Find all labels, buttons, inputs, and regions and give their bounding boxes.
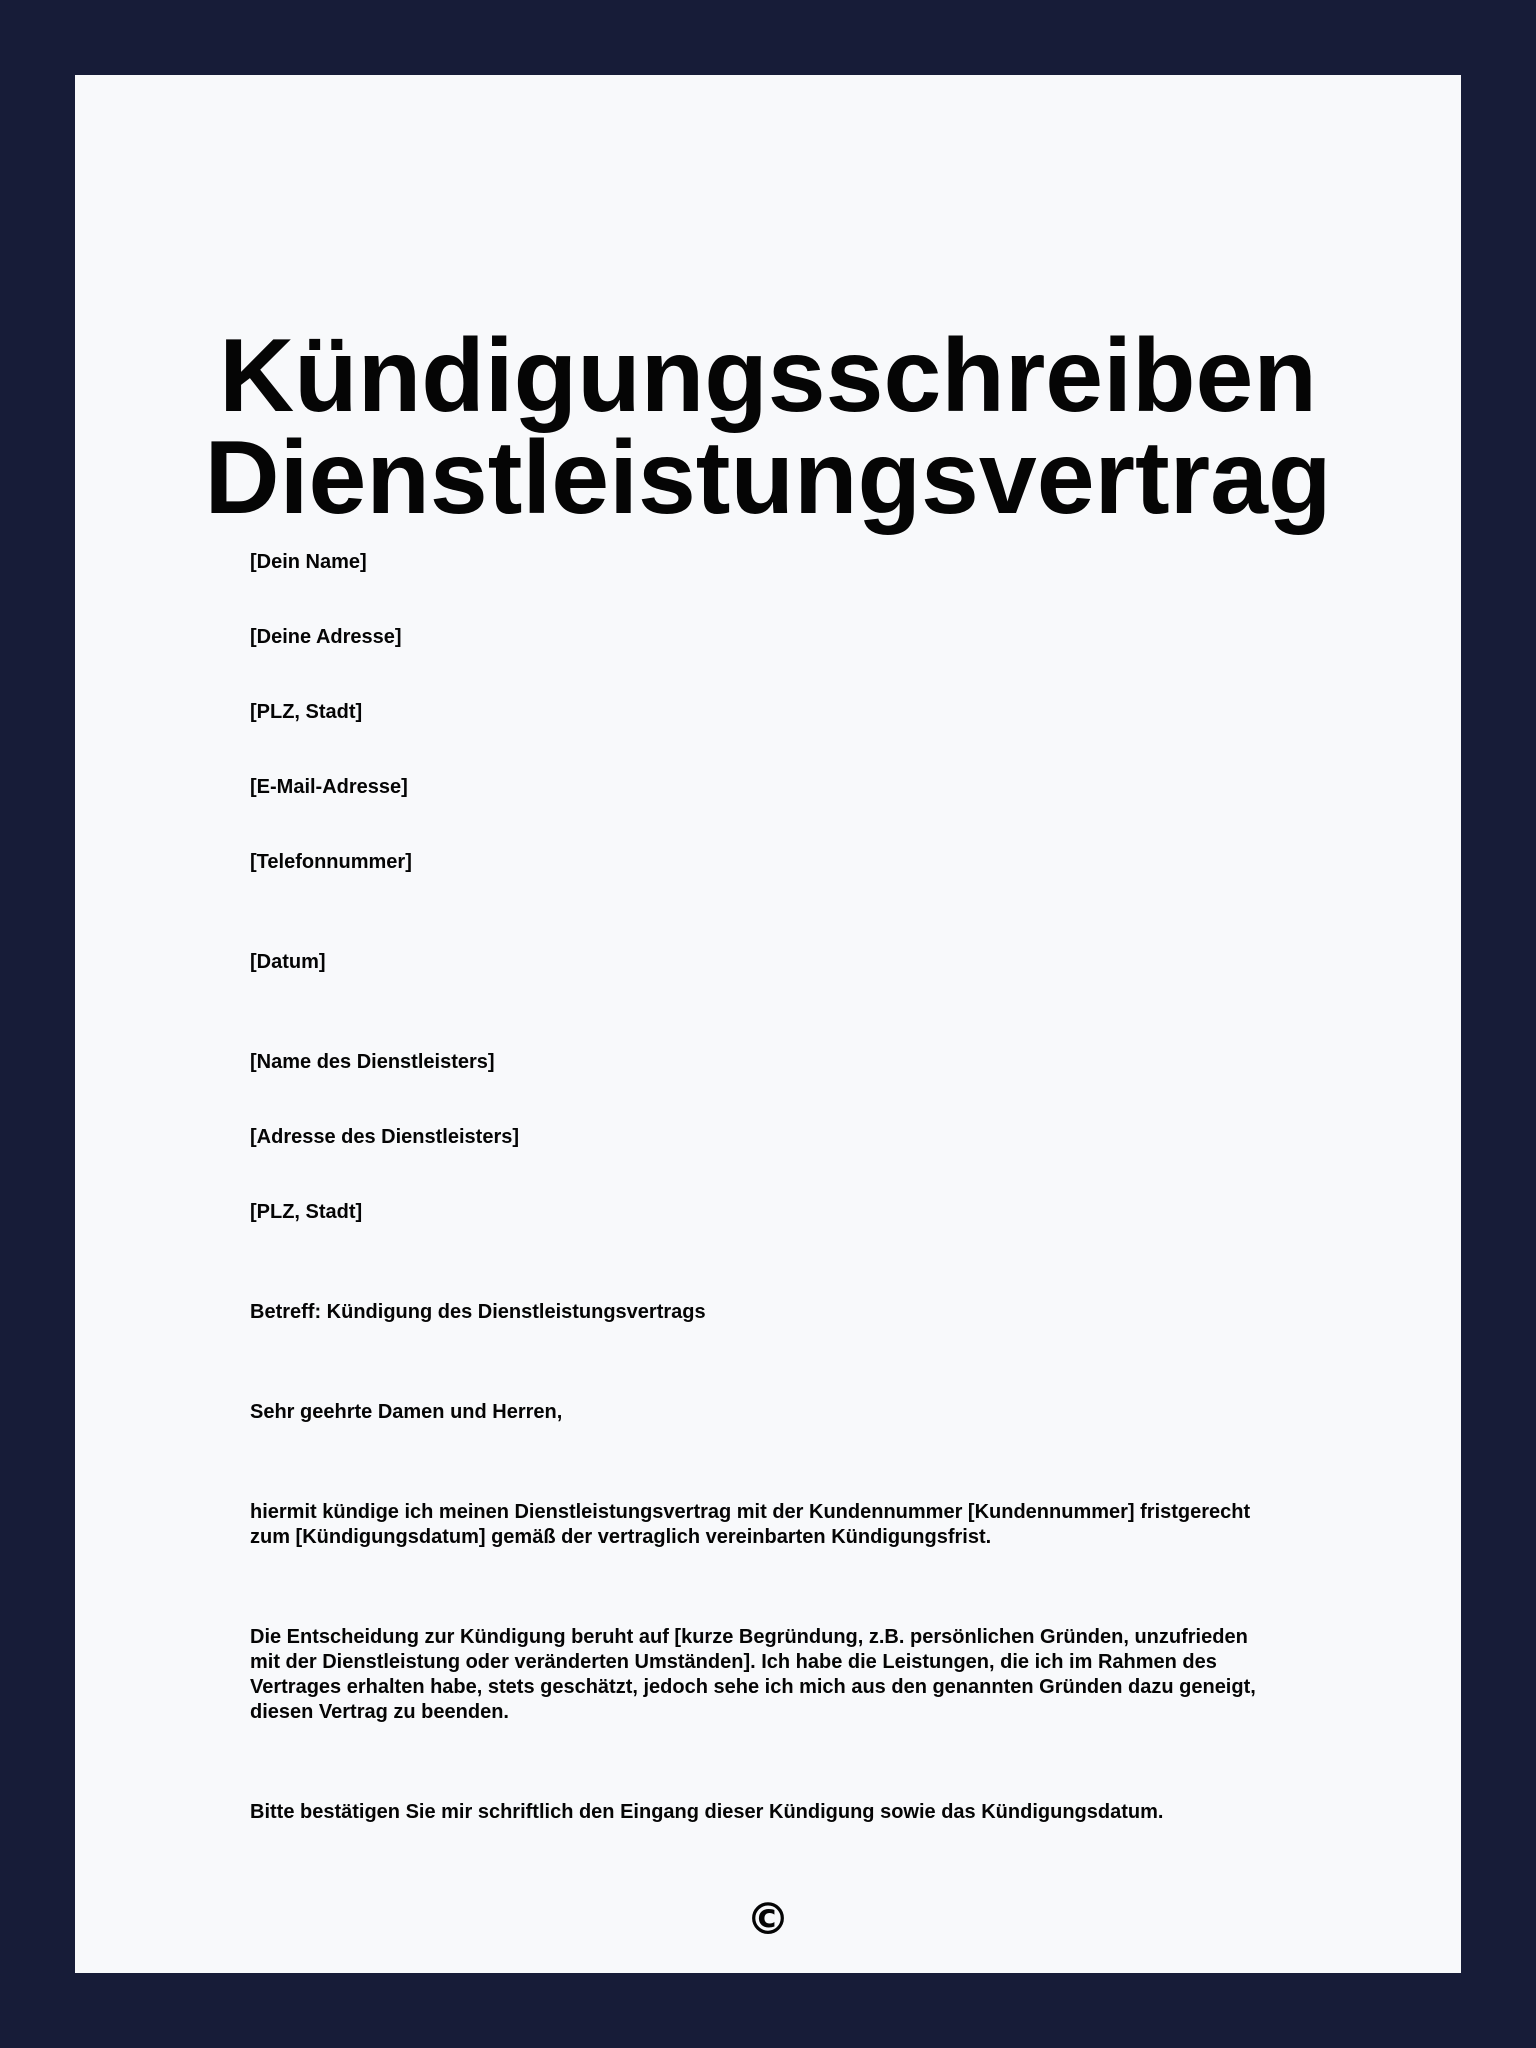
paragraph-3: Bitte bestätigen Sie mir schriftlich den Eingang dieser Kündigung sowie das Kündigungsdatum. [250,1801,1164,1823]
paragraph-1-line-1: hiermit kündige ich meinen Dienstleistungsvertrag mit der Kundennummer [Kundennummer] fristgerecht [250,1501,1251,1523]
subject-line: Betreff: Kündigung des Dienstleistungsvertrags [250,1301,706,1323]
paragraph-2 [250,1625,1350,1725]
paragraph-1 [250,1500,1350,1550]
title-line-1: Kündigungsschreiben [219,318,1317,434]
document-page [75,75,1461,1973]
sender-address: [Deine Adresse] [250,626,402,648]
paragraph-2-line-1: Die Entscheidung zur Kündigung beruht auf [kurze Begründung, z.B. persönlichen Gründen, unzufrieden [250,1626,1248,1648]
recipient-address: [Adresse des Dienstleisters] [250,1126,520,1148]
sender-email: [E-Mail-Adresse] [250,776,408,798]
title-line-2: Dienstleistungsvertrag [204,420,1332,536]
copyright-icon: © [746,1894,790,1945]
letter-date: [Datum] [250,951,326,973]
salutation: Sehr geehrte Damen und Herren, [250,1401,563,1423]
sender-phone: [Telefonnummer] [250,851,412,873]
paragraph-2-line-3: Vertrages erhalten habe, stets geschätzt, jedoch sehe ich mich aus den genannten Gründen dazu geneigt, [250,1676,1256,1698]
sender-city: [PLZ, Stadt] [250,701,363,723]
recipient-city: [PLZ, Stadt] [250,1201,363,1223]
paragraph-2-line-2: mit der Dienstleistung oder veränderten Umständen]. Ich habe die Leistungen, die ich im Rahmen des [250,1651,1217,1673]
recipient-name: [Name des Dienstleisters] [250,1051,495,1073]
paragraph-2-line-4: diesen Vertrag zu beenden. [250,1701,509,1723]
paragraph-1-line-2: zum [Kündigungsdatum] gemäß der vertraglich vereinbarten Kündigungsfrist. [250,1526,992,1548]
document-title [75,318,1461,536]
sender-name: [Dein Name] [250,551,367,573]
